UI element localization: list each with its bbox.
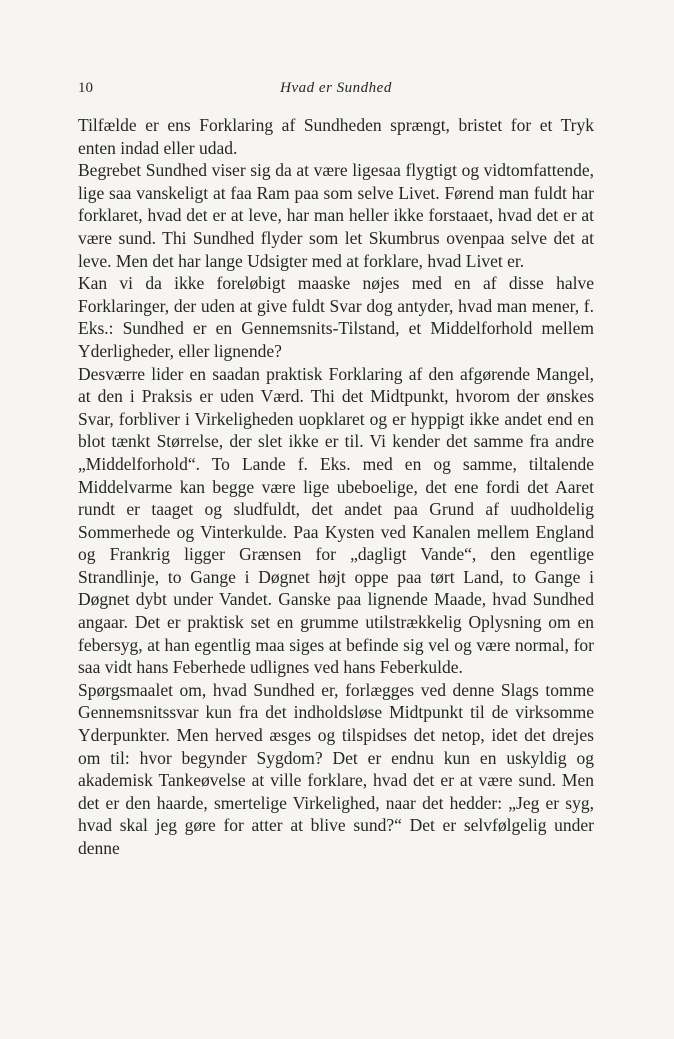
paragraph: Begrebet Sundhed viser sig da at være ligesaa flygtigt og vidtomfattende, lige saa vanskeligt at faa Ram paa som selve Livet. Førend man fuldt har forklaret, hvad det er at leve, har man heller ikke forstaaet, hvad det er at være sund. Thi Sundhed flyder som let Skumbrus ovenpaa selve det at leve. Men det har lange Udsigter med at forklare, hvad Livet er. (78, 160, 594, 271)
body-text (78, 114, 594, 860)
page-number: 10 (78, 80, 93, 96)
paragraph: Desværre lider en saadan praktisk Forklaring af den afgørende Mangel, at den i Praksis er uden Værd. Thi det Midtpunkt, hvorom der ønskes Svar, forbliver i Virkeligheden uopklaret og er hyppigt ikke andet end en blot tænkt Størrelse, der slet ikke er til. Vi kender det samme fra andre „Middelforhold“. To Lande f. Eks. med en og samme, tiltalende Middelvarme kan begge være lige ubeboelige, det ene fordi det Aaret rundt er taaget og sludfuldt, det andet paa Grund af uudholdelig Sommerhede og Vinterkulde. Paa Kysten ved Kanalen mellem England og Frankrig ligger Grænsen for „dagligt Vande“, den egentlige Strandlinje, to Gange i Døgnet højt oppe paa tørt Land, to Gange i Døgnet dybt under Vandet. Ganske paa lignende Maade, hvad Sundhed angaar. Det er praktisk set en grumme utilstrækkelig Oplysning om en febersyg, at han egentlig maa siges at befinde sig vel og være normal, for saa vidt hans Feberhede udlignes ved hans Feberkulde. (78, 363, 594, 678)
running-title: Hvad er Sundhed (280, 80, 392, 96)
paragraph: Kan vi da ikke foreløbigt maaske nøjes med en af disse halve Forklaringer, der uden at give fuldt Svar dog antyder, hvad man mener, f. Eks.: Sundhed er en Gennemsnits-Tilstand, et Middelforhold mellem Yderligheder, eller lignende? (78, 273, 594, 361)
page-header (78, 80, 594, 100)
paragraph: Tilfælde er ens Forklaring af Sundheden sprængt, bristet for et Tryk enten indad eller udad. (78, 115, 594, 158)
paragraph: Spørgsmaalet om, hvad Sundhed er, forlægges ved denne Slags tomme Gennemsnitssvar kun fra det indholdsløse Midtpunkt til de virksomme Yderpunkter. Men herved æsges og tilspidses det netop, idet det drejes om til: hvor begynder Sygdom? Det er endnu kun en uskyldig og akademisk Tankeøvelse at ville forklare, hvad det er at være sund. Men det er den haarde, smertelige Virkelighed, naar det hedder: „Jeg er syg, hvad skal jeg gøre for atter at blive sund?“ Det er selvfølgelig under denne (78, 679, 594, 858)
